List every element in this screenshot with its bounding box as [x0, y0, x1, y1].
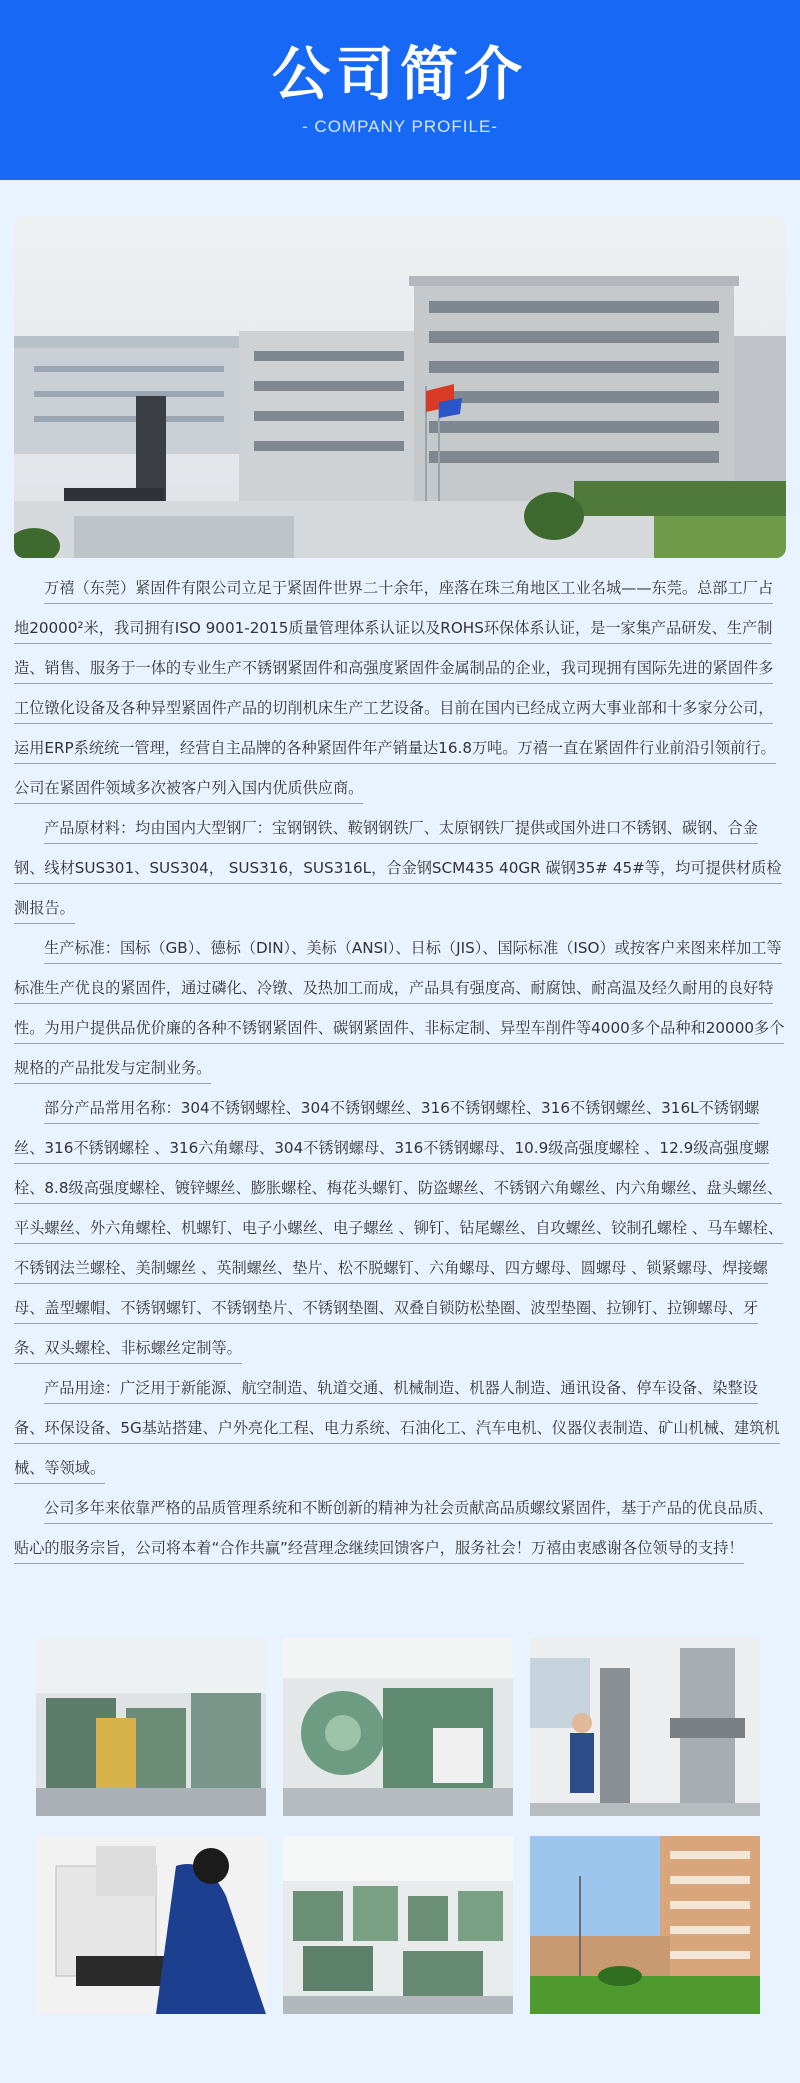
page-header [0, 0, 800, 180]
production-line-photo [283, 1836, 513, 2014]
page-subtitle: - COMPANY PROFILE- [302, 116, 498, 136]
factory-building-photo [14, 216, 786, 558]
office-building-photo [530, 1836, 760, 2014]
company-introduction [14, 568, 786, 1568]
intro-paragraph-applications: 产品用途：广泛用于新能源、航空制造、轨道交通、机械制造、机器人制造、通讯设备、停车设备、染整设备、环保设备、5G基站搭建、户外亮化工程、电力系统、石油化工、汽车电机、仪器仪表制造、矿山机械、建筑机械、等领域。 [14, 1368, 786, 1488]
intro-paragraph-materials: 产品原材料：均由国内大型钢厂：宝钢钢铁、鞍钢钢铁厂、太原钢铁厂提供或国外进口不锈钢、碳钢、合金钢、线材SUS301、SUS304， SUS316，SUS316L，合金钢SCM435 40GR 碳钢35# 45#等，均可提供材质检测报告。 [14, 808, 786, 928]
intro-paragraph-overview: 万禧（东莞）紧固件有限公司立足于紧固件世界二十余年，座落在珠三角地区工业名城——东莞。总部工厂占地20000²米，我司拥有ISO 9001-2015质量管理体系认证以及ROHS环保体系认证，是一家集产品研发、生产制造、销售、服务于一体的专业生产不锈钢紧固件和高强度紧固件金属制品的企业，我司现拥有国际先进的紧固件多工位镦化设备及各种异型紧固件产品的切削机床生产工艺设备。目前在国内已经成立两大事业部和十多家分公司，运用ERP系统统一管理，经营自主品牌的各种紧固件年产销量达16.8万吨。万禧一直在紧固件行业前沿引领前行。公司在紧固件领域多次被客户列入国内优质供应商。 [14, 568, 786, 808]
intro-paragraph-closing: 公司多年来依靠严格的品质管理系统和不断创新的精神为社会贡献高品质螺纹紧固件，基于产品的优良品质、贴心的服务宗旨，公司将本着“合作共赢”经营理念继续回馈客户，服务社会！万禧由衷感谢各位领导的支持！ [14, 1488, 786, 1568]
workshop-machines-photo [36, 1638, 266, 1816]
intro-paragraph-standards: 生产标准：国标（GB）、德标（DIN）、美标（ANSI）、日标（JIS）、国际标准（ISO）或按客户来图来样加工等标准生产优良的紧固件，通过磷化、冷镦、及热加工而成，产品具有强度高、耐腐蚀、耐高温及经久耐用的良好特性。为用户提供品优价廉的各种不锈钢紧固件、碳钢紧固件、非标定制、异型车削件等4000多个品种和20000多个规格的产品批发与定制业务。 [14, 928, 786, 1088]
tensile-testing-photo [530, 1638, 760, 1816]
green-heading-machine-photo [283, 1638, 513, 1816]
photo-gallery [36, 1638, 764, 2014]
intro-paragraph-products: 部分产品常用名称：304不锈钢螺栓、304不锈钢螺丝、316不锈钢螺栓、316不锈钢螺丝、316L不锈钢螺丝、316不锈钢螺栓 、316六角螺母、304不锈钢螺母、316不锈钢螺母、10.9级高强度螺栓 、12.9级高强度螺栓、8.8级高强度螺栓、镀锌螺丝、膨胀螺栓、梅花头螺钉、防盗螺丝、不锈钢六角螺丝、内六角螺丝、盘头螺丝、平头螺丝、外六角螺栓、机螺钉、电子小螺丝、电子螺丝 、铆钉、钻尾螺丝、自攻螺丝、铰制孔螺栓 、马车螺栓、不锈钢法兰螺栓、美制螺丝 、英制螺丝、垫片、松不脱螺钉、六角螺母、四方螺母、圆螺母 、锁紧螺母、焊接螺母、盖型螺帽、不锈钢螺钉、不锈钢垫片、不锈钢垫圈、双叠自锁防松垫圈、波型垫圈、拉铆钉、拉铆螺母、牙条、双头螺栓、非标螺丝定制等。 [14, 1088, 786, 1368]
page-title: 公司简介 [271, 40, 528, 109]
measuring-instrument-photo [36, 1836, 266, 2014]
